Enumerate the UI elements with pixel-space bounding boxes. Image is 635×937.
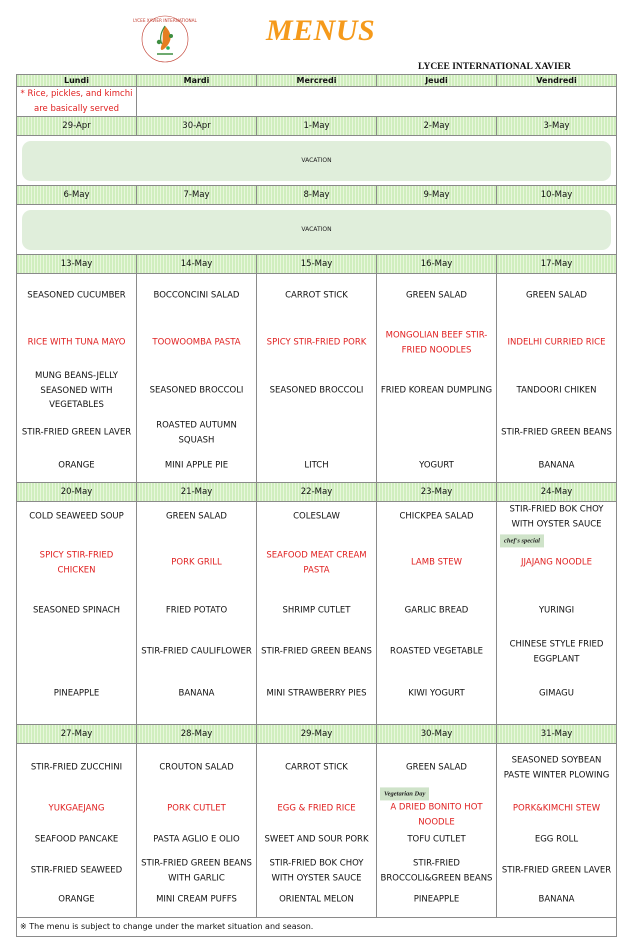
menu-day-cell bbox=[377, 502, 497, 725]
menu-item-salad: SEASONED CUCUMBER bbox=[27, 290, 126, 301]
menu-item-dessert: BANANA bbox=[538, 460, 575, 471]
menu-item-salad: CHICKPEA SALAD bbox=[399, 511, 474, 522]
menu-item-main: INDELHI CURRIED RICE bbox=[507, 337, 606, 348]
menu-item-dessert: PINEAPPLE bbox=[53, 688, 100, 699]
menu-item-side: STIR-FRIED GREEN LAVER bbox=[501, 865, 612, 876]
menu-item-side: GARLIC BREAD bbox=[404, 605, 469, 616]
menu-item-main: RICE WITH TUNA MAYO bbox=[27, 337, 126, 348]
date-row bbox=[17, 255, 617, 274]
weekday-header-row bbox=[17, 75, 617, 87]
menu-item-main: SEAFOOD MEAT CREAM PASTA bbox=[266, 550, 367, 576]
date-cell: 7-May bbox=[137, 186, 257, 205]
vacation-label: VACATION bbox=[22, 210, 611, 250]
menu-item-salad: SEASONED SOYBEAN PASTE WINTER PLOWING bbox=[503, 755, 610, 781]
menu-item-side: STIR-FRIED CAULIFLOWER bbox=[141, 646, 252, 657]
date-cell: 10-May bbox=[497, 186, 617, 205]
date-cell: 14-May bbox=[137, 255, 257, 274]
menu-item-dessert: GIMAGU bbox=[539, 688, 574, 699]
menu-item-side: STIR-FRIED BOK CHOY WITH OYSTER SAUCE bbox=[269, 858, 364, 884]
date-cell: 30-Apr bbox=[137, 117, 257, 136]
date-row bbox=[17, 725, 617, 744]
date-cell: 29-Apr bbox=[17, 117, 137, 136]
menu-item-side: STIR-FRIED SEAWEED bbox=[30, 865, 123, 876]
menu-item-salad: CARROT STICK bbox=[285, 762, 348, 773]
menu-day-cell bbox=[257, 744, 377, 918]
menu-item-dessert: KIWI YOGURT bbox=[408, 688, 465, 699]
svg-text:LYCEE XAVIER INTERNATIONAL: LYCEE XAVIER INTERNATIONAL bbox=[133, 18, 197, 23]
weekday-tuesday: Mardi bbox=[137, 75, 257, 87]
menu-item-side: SEASONED SPINACH bbox=[32, 605, 121, 616]
date-cell: 21-May bbox=[137, 483, 257, 502]
menu-item-salad: STIR-FRIED ZUCCHINI bbox=[30, 762, 123, 773]
chefs-special-tag: chef's special bbox=[500, 535, 544, 548]
date-cell: 29-May bbox=[257, 725, 377, 744]
date-cell: 23-May bbox=[377, 483, 497, 502]
menu-item-dessert: MINI CREAM PUFFS bbox=[156, 894, 237, 905]
date-cell: 17-May bbox=[497, 255, 617, 274]
menu-day-cell bbox=[137, 502, 257, 725]
menu-item-main: EGG & FRIED RICE bbox=[277, 803, 356, 814]
menu-item-side: SEASONED BROCCOLI bbox=[269, 385, 364, 396]
menu-day-cell bbox=[497, 274, 617, 483]
weekday-friday: Vendredi bbox=[497, 75, 617, 87]
date-cell: 9-May bbox=[377, 186, 497, 205]
menu-day-cell bbox=[17, 274, 137, 483]
menu-item-main: PORK GRILL bbox=[171, 557, 222, 568]
date-cell: 20-May bbox=[17, 483, 137, 502]
menu-item-side: SEAFOOD PANCAKE bbox=[34, 834, 119, 845]
page-header bbox=[0, 0, 635, 75]
menu-item-main: PORK CUTLET bbox=[167, 803, 226, 814]
menu-item-dessert: MINI APPLE PIE bbox=[164, 460, 229, 471]
date-cell: 1-May bbox=[257, 117, 377, 136]
menu-item-side: EGG ROLL bbox=[534, 834, 579, 845]
menu-day-cell bbox=[257, 274, 377, 483]
menu-item-dessert: YOGURT bbox=[419, 460, 454, 471]
menu-item-dessert: BANANA bbox=[538, 894, 575, 905]
menu-item-salad: GREEN SALAD bbox=[406, 290, 467, 301]
menu-item-side: FRIED POTATO bbox=[165, 605, 228, 616]
menu-day-cell bbox=[377, 744, 497, 918]
menu-item-salad: GREEN SALAD bbox=[526, 290, 587, 301]
menu-item-side: SEASONED BROCCOLI bbox=[149, 385, 244, 396]
menu-item-dessert: PINEAPPLE bbox=[413, 894, 460, 905]
weekday-wednesday: Mercredi bbox=[257, 75, 377, 87]
menu-item-side: MUNG BEANS-JELLY SEASONED WITH VEGETABLES bbox=[35, 371, 118, 411]
menu-item-side: STIR-FRIED GREEN BEANS bbox=[261, 646, 372, 657]
menu-item-side: STIR-FRIED GREEN BEANS bbox=[501, 427, 612, 438]
menu-item-main: YUKGAEJANG bbox=[48, 803, 105, 814]
menu-item-main: A DRIED BONITO HOT NOODLE bbox=[390, 802, 483, 828]
menu-item-dessert: LITCH bbox=[304, 460, 329, 471]
menu-item-side: SWEET AND SOUR PORK bbox=[264, 834, 369, 845]
menu-item-side: STIR-FRIED GREEN BEANS WITH GARLIC bbox=[141, 858, 252, 884]
menu-item-side: CHINESE STYLE FRIED EGGPLANT bbox=[509, 639, 604, 665]
date-cell: 30-May bbox=[377, 725, 497, 744]
menu-item-main: JJAJANG NOODLE bbox=[521, 557, 592, 568]
vacation-label: VACATION bbox=[22, 141, 611, 181]
menu-item-side: ROASTED VEGETABLE bbox=[390, 646, 483, 657]
menu-item-side: SHRIMP CUTLET bbox=[282, 605, 351, 616]
menu-item-salad: GREEN SALAD bbox=[406, 762, 467, 773]
weekday-monday: Lundi bbox=[17, 75, 137, 87]
note-blank bbox=[137, 87, 617, 117]
menu-item-main: LAMB STEW bbox=[411, 557, 462, 568]
menu-item-dessert: MINI STRAWBERRY PIES bbox=[266, 688, 367, 699]
menu-item-side: YURINGI bbox=[538, 605, 575, 616]
menu-item-salad: STIR-FRIED BOK CHOY WITH OYSTER SAUCE bbox=[509, 504, 604, 530]
menu-item-salad: COLD SEAWEED SOUP bbox=[29, 511, 124, 522]
menu-item-side: STIR-FRIED BROCCOLI&GREEN BEANS bbox=[380, 858, 493, 884]
menu-item-side: PASTA AGLIO E OLIO bbox=[153, 834, 240, 845]
date-cell: 6-May bbox=[17, 186, 137, 205]
menu-item-main: PORK&KIMCHI STEW bbox=[512, 803, 601, 814]
date-cell: 24-May bbox=[497, 483, 617, 502]
menu-item-side: ROASTED AUTUMN SQUASH bbox=[156, 420, 237, 446]
menu-item-main: TOOWOOMBA PASTA bbox=[152, 337, 241, 348]
menu-day-cell bbox=[137, 274, 257, 483]
menu-day-cell bbox=[257, 502, 377, 725]
menu-table bbox=[16, 74, 617, 937]
menu-day-cell bbox=[377, 274, 497, 483]
vacation-row bbox=[17, 136, 617, 186]
footer-note: ※ The menu is subject to change under the market situation and season. bbox=[17, 918, 617, 937]
menu-item-side: STIR-FRIED GREEN LAVER bbox=[21, 427, 132, 438]
date-cell: 15-May bbox=[257, 255, 377, 274]
date-cell: 27-May bbox=[17, 725, 137, 744]
date-cell: 16-May bbox=[377, 255, 497, 274]
menu-item-salad: CROUTON SALAD bbox=[159, 762, 234, 773]
menu-item-main: SPICY STIR-FRIED PORK bbox=[266, 337, 367, 348]
date-cell: 8-May bbox=[257, 186, 377, 205]
date-row bbox=[17, 483, 617, 502]
date-cell: 13-May bbox=[17, 255, 137, 274]
menu-item-main: MONGOLIAN BEEF STIR-FRIED NOODLES bbox=[385, 330, 488, 356]
menu-item-salad: GREEN SALAD bbox=[166, 511, 227, 522]
date-cell: 28-May bbox=[137, 725, 257, 744]
menu-day-cell bbox=[497, 744, 617, 918]
date-row bbox=[17, 117, 617, 136]
menu-item-dessert: ORANGE bbox=[58, 894, 95, 905]
date-cell: 31-May bbox=[497, 725, 617, 744]
page-title: MENUS bbox=[266, 14, 376, 47]
date-row bbox=[17, 186, 617, 205]
menu-item-main: SPICY STIR-FRIED CHICKEN bbox=[39, 550, 114, 576]
menu-day-cell bbox=[17, 502, 137, 725]
menu-item-dessert: BANANA bbox=[178, 688, 215, 699]
date-cell: 3-May bbox=[497, 117, 617, 136]
school-logo bbox=[133, 14, 197, 64]
menu-item-dessert: ORIENTAL MELON bbox=[279, 894, 354, 905]
menu-item-dessert: ORANGE bbox=[58, 460, 95, 471]
date-cell: 22-May bbox=[257, 483, 377, 502]
menu-day-cell bbox=[137, 744, 257, 918]
menu-day-cell bbox=[497, 502, 617, 725]
menu-item-salad: CARROT STICK bbox=[285, 290, 348, 301]
menu-item-side: TOFU CUTLET bbox=[407, 834, 466, 845]
vacation-row bbox=[17, 205, 617, 255]
menu-item-side: FRIED KOREAN DUMPLING bbox=[380, 385, 493, 396]
school-name: LYCEE INTERNATIONAL XAVIER bbox=[418, 62, 571, 72]
weekday-thursday: Jeudi bbox=[377, 75, 497, 87]
vegetarian-day-tag: Vegetarian Day bbox=[380, 788, 429, 801]
serving-note: * Rice, pickles, and kimchi are basically served bbox=[17, 87, 137, 117]
date-cell: 2-May bbox=[377, 117, 497, 136]
menu-item-salad: COLESLAW bbox=[293, 511, 340, 522]
menu-day-cell bbox=[17, 744, 137, 918]
menu-item-side: TANDOORI CHIKEN bbox=[516, 385, 597, 396]
menu-item-salad: BOCCONCINI SALAD bbox=[153, 290, 240, 301]
